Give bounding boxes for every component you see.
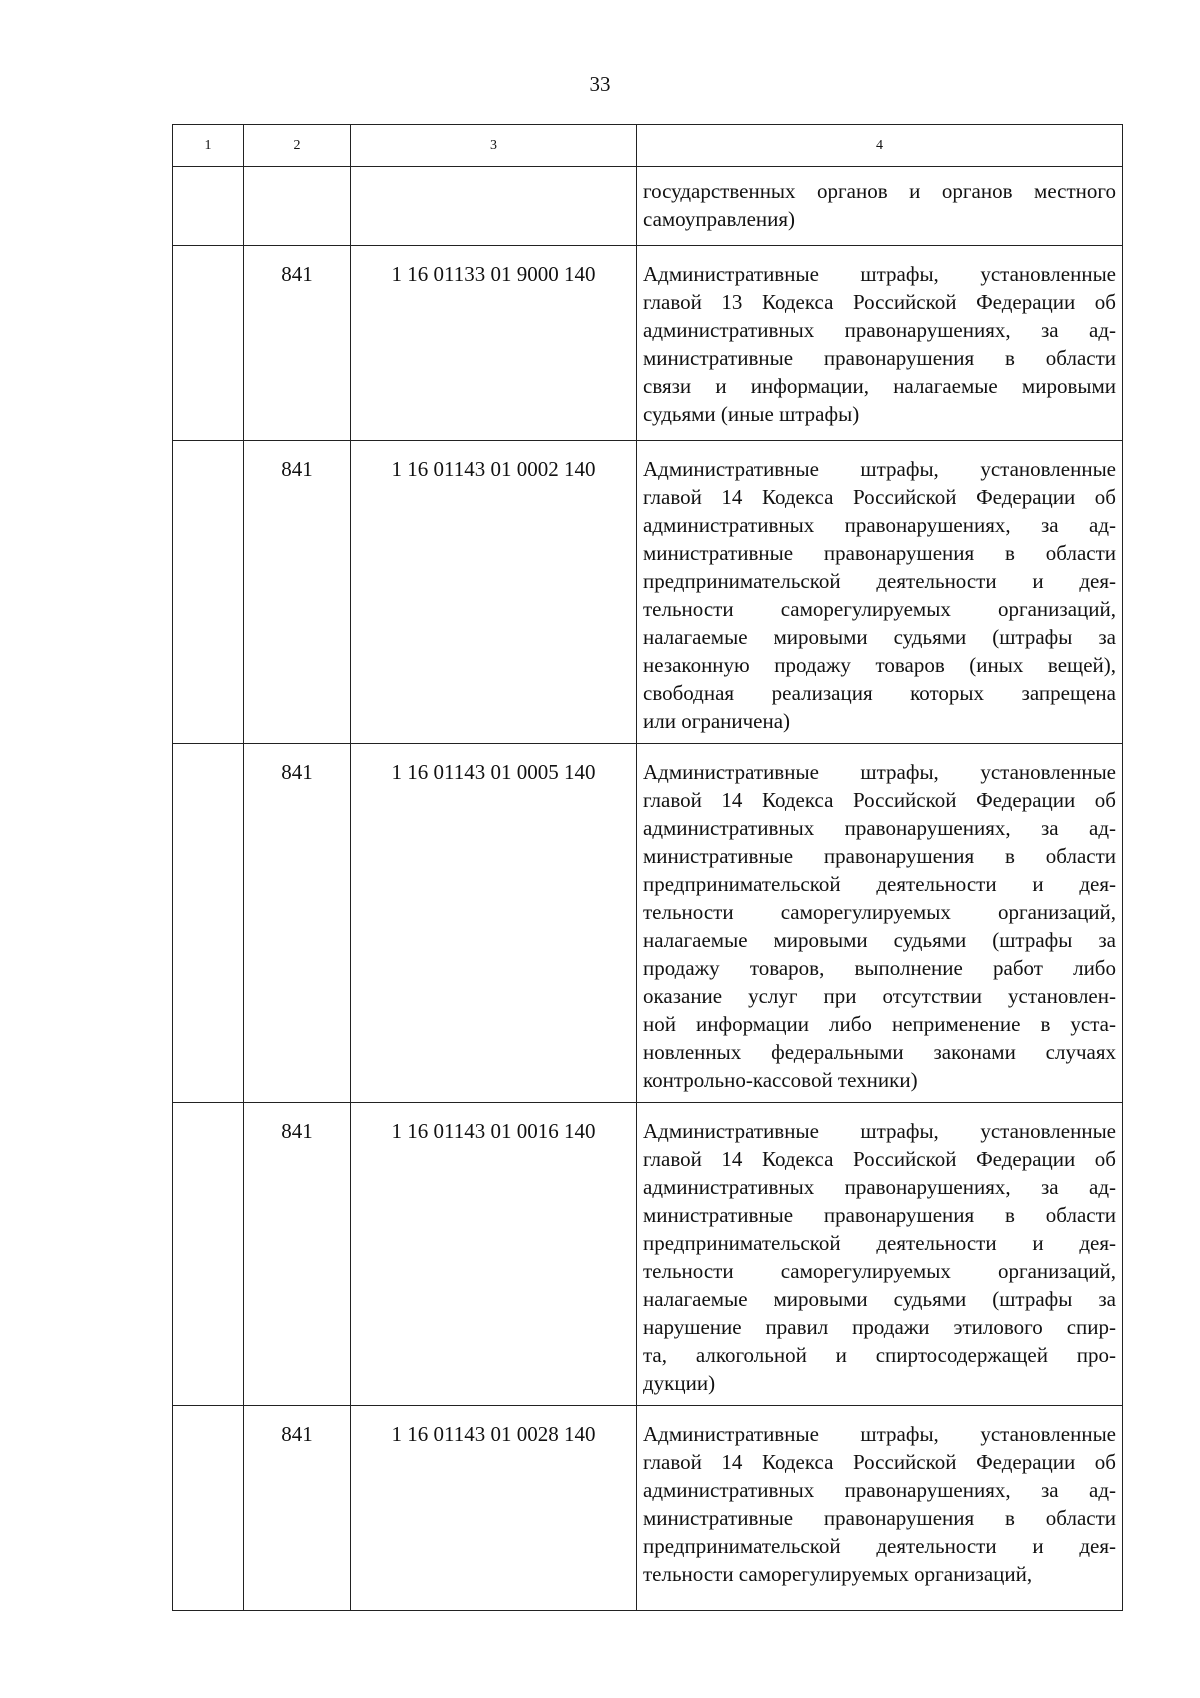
description-line: главой 14 Кодекса Российской Федерации об (643, 1147, 1116, 1171)
description-line: Административные штрафы, установленные (643, 1422, 1116, 1446)
cell-col1 (173, 1406, 244, 1611)
page-number: 33 (589, 72, 611, 96)
description-line: связи и информации, налагаемые мировыми (643, 374, 1116, 398)
description-line: главой 14 Кодекса Российской Федерации об (643, 1450, 1116, 1474)
description-line: или ограничена) (643, 709, 791, 733)
kbk-table (172, 124, 1123, 1611)
cell-admin-code: 841 (244, 246, 351, 441)
cell-admin-code: 841 (244, 1103, 351, 1406)
cell-description (637, 1103, 1123, 1406)
description-line: оказание услуг при отсутствии установлен- (643, 984, 1116, 1008)
description-line: свободная реализация которых запрещена (643, 681, 1116, 705)
description-line: налагаемые мировыми судьями (штрафы за (643, 1287, 1116, 1311)
table-row (173, 744, 1123, 1103)
cell-kbk-code: 1 16 01143 01 0002 140 (351, 441, 637, 744)
cell-description (637, 1406, 1123, 1611)
description-line: контрольно-кассовой техники) (643, 1068, 918, 1092)
table-header-row (173, 125, 1123, 167)
description-line: административных правонарушениях, за ад- (643, 318, 1116, 342)
cell-admin-code: 841 (244, 1406, 351, 1611)
cell-kbk-code: 1 16 01143 01 0005 140 (351, 744, 637, 1103)
table-row (173, 246, 1123, 441)
description-line: незаконную продажу товаров (иных вещей), (643, 653, 1116, 677)
table-row (173, 441, 1123, 744)
description-line: министративные правонарушения в области (643, 1203, 1116, 1227)
description-line: предпринимательской деятельности и дея- (643, 872, 1116, 896)
description-line: главой 13 Кодекса Российской Федерации об (643, 290, 1116, 314)
description-line: министративные правонарушения в области (643, 541, 1116, 565)
cell-description (637, 167, 1123, 246)
description-line: тельности саморегулируемых организаций, (643, 900, 1116, 924)
description-line: административных правонарушениях, за ад- (643, 816, 1116, 840)
cell-col1 (173, 246, 244, 441)
description-line: административных правонарушениях, за ад- (643, 513, 1116, 537)
description-line: самоуправления) (643, 207, 796, 231)
description-line: судьями (иные штрафы) (643, 402, 860, 426)
cell-col1 (173, 744, 244, 1103)
description-line: та, алкогольной и спиртосодержащей про- (643, 1343, 1116, 1367)
description-line: тельности саморегулируемых организаций, (643, 597, 1116, 621)
description-line: административных правонарушениях, за ад- (643, 1478, 1116, 1502)
cell-col1 (173, 1103, 244, 1406)
cell-kbk-code: 1 16 01143 01 0028 140 (351, 1406, 637, 1611)
column-header: 1 (173, 125, 244, 167)
table-row (173, 1406, 1123, 1611)
cell-admin-code: 841 (244, 744, 351, 1103)
description-line: государственных органов и органов местного (643, 179, 1116, 203)
description-line: предпринимательской деятельности и дея- (643, 1231, 1116, 1255)
cell-description (637, 441, 1123, 744)
cell-kbk-code: 1 16 01133 01 9000 140 (351, 246, 637, 441)
cell-kbk-code: 1 16 01143 01 0016 140 (351, 1103, 637, 1406)
description-line: нарушение правил продажи этилового спир- (643, 1315, 1116, 1339)
description-line: Административные штрафы, установленные (643, 262, 1116, 286)
description-line: Административные штрафы, установленные (643, 760, 1116, 784)
description-line: Административные штрафы, установленные (643, 457, 1116, 481)
table-row (173, 167, 1123, 246)
description-line: новленных федеральными законами случаях (643, 1040, 1116, 1064)
description-line: предпринимательской деятельности и дея- (643, 569, 1116, 593)
description-line: продажу товаров, выполнение работ либо (643, 956, 1116, 980)
description-line: главой 14 Кодекса Российской Федерации об (643, 788, 1116, 812)
description-line: министративные правонарушения в области (643, 1506, 1116, 1530)
cell-admin-code (244, 167, 351, 246)
description-line: министративные правонарушения в области (643, 844, 1116, 868)
description-line: Административные штрафы, установленные (643, 1119, 1116, 1143)
description-line: налагаемые мировыми судьями (штрафы за (643, 625, 1116, 649)
description-line: тельности саморегулируемых организаций, (643, 1259, 1116, 1283)
table-row (173, 1103, 1123, 1406)
description-line: предпринимательской деятельности и дея- (643, 1534, 1116, 1558)
cell-admin-code: 841 (244, 441, 351, 744)
description-line: главой 14 Кодекса Российской Федерации об (643, 485, 1116, 509)
cell-col1 (173, 167, 244, 246)
description-line: налагаемые мировыми судьями (штрафы за (643, 928, 1116, 952)
column-header: 4 (637, 125, 1123, 167)
description-line: административных правонарушениях, за ад- (643, 1175, 1116, 1199)
description-line: дукции) (643, 1371, 716, 1395)
description-line: ной информации либо неприменение в уста- (643, 1012, 1116, 1036)
description-line: тельности саморегулируемых организаций, (643, 1562, 1033, 1586)
cell-description (637, 246, 1123, 441)
cell-col1 (173, 441, 244, 744)
description-line: министративные правонарушения в области (643, 346, 1116, 370)
cell-description (637, 744, 1123, 1103)
cell-kbk-code (351, 167, 637, 246)
column-header: 2 (244, 125, 351, 167)
column-header: 3 (351, 125, 637, 167)
